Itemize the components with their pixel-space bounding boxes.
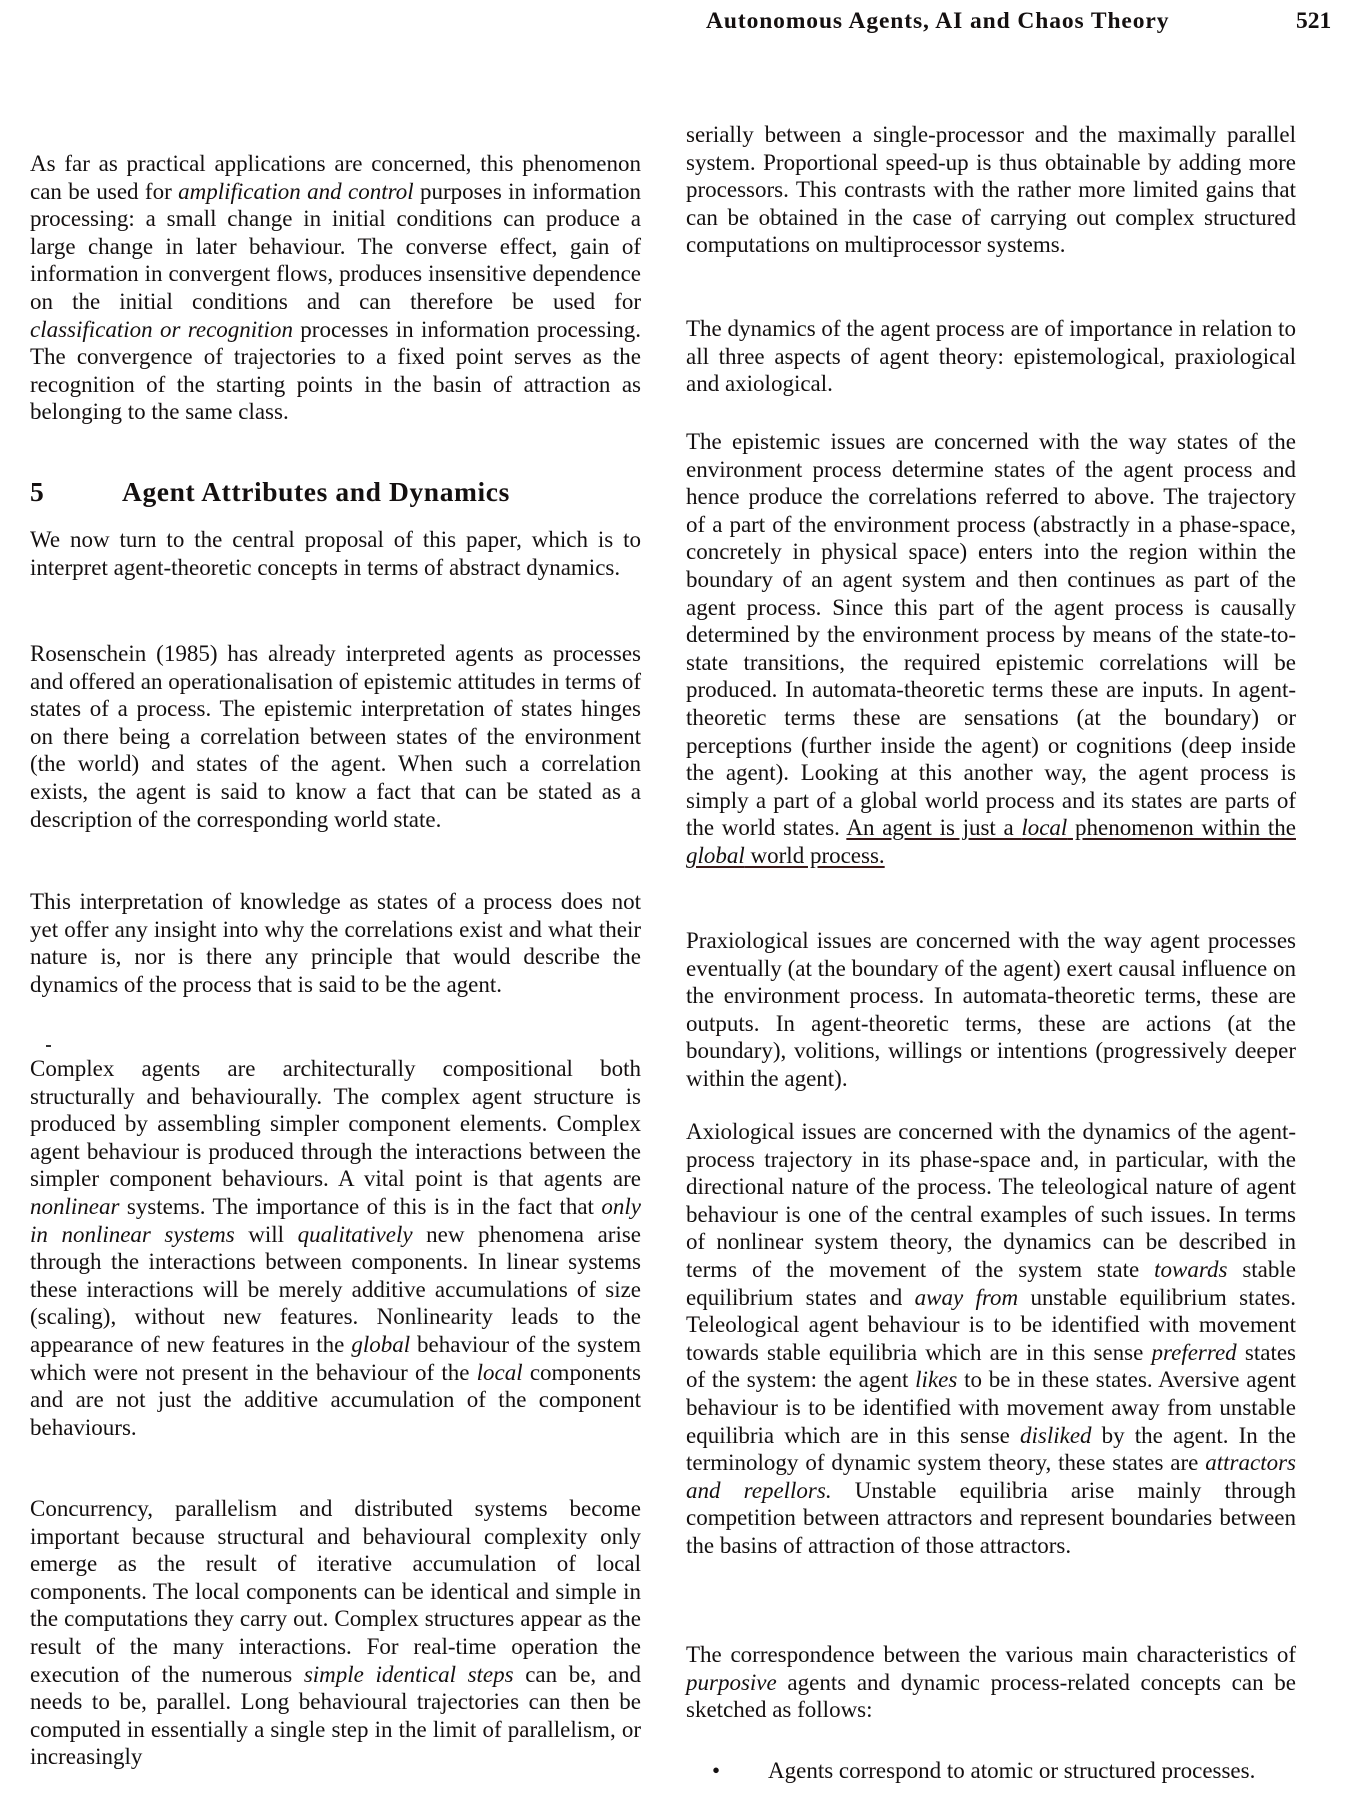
paragraph-axiological xyxy=(686,1118,1296,1560)
text-run: stable equilibrium states and xyxy=(686,1256,1296,1310)
underlined-text: An agent is just a xyxy=(846,815,1022,841)
text-run: Unstable equilibria arise mainly through competition between attractors and represent boundaries between the basins of attraction of those attractors. xyxy=(686,1477,1296,1558)
paragraph-dynamics-importance xyxy=(686,315,1296,398)
emphasized-text: nonlinear xyxy=(30,1193,120,1219)
paragraph-concurrency xyxy=(30,1495,641,1771)
text-run: Complex agents are architecturally compositional both structurally and behaviourally. The complex agent structure is produced by assembling simpler component elements. Complex agent behaviour is produced through the interactions between the simpler component behaviours. A vital point is that agents are xyxy=(30,1056,641,1192)
text-run: serially between a single-processor and the maximally parallel system. Proportional speed-up is thus obtainable by adding more processors. This contrasts with the rather more limited gains that can be obtained in the case of carrying out complex structured computations on multiprocessor systems. xyxy=(686,122,1296,258)
emphasized-text: simple identical steps xyxy=(303,1661,514,1687)
text-run: Rosenschein (1985) has already interpreted agents as processes and offered an operationalisation of epistemic attitudes in terms of states of a process. The epistemic interpretation of states hinges on there being a correlation between states of the environment (the world) and states of the agent. When such a correlation exists, the agent is said to know a fact that can be stated as a description of the corresponding world state. xyxy=(30,641,641,832)
paragraph-praxiological xyxy=(686,927,1296,1093)
text-run: to be in these states. Aversive agent behaviour is to be identified with movement away from unstable equilibria which are in this sense xyxy=(686,1367,1296,1448)
emphasized-text: likes xyxy=(915,1367,958,1393)
text-run: components and are not just the additive accumulation of the component behaviours. xyxy=(30,1359,641,1440)
text-run: will xyxy=(234,1221,298,1247)
underlined-text: local xyxy=(1021,815,1068,841)
paragraph-correspondence xyxy=(686,1641,1296,1724)
text-run: Axiological issues are concerned with the dynamics of the agent-process trajectory in its phase-space and, in particular, with the directional nature of the process. The teleological nature of agent behaviour is one of the central examples of such issues. In terms of nonlinear system theory, the dynamics can be described in terms of the movement of the system state xyxy=(686,1119,1296,1282)
emphasized-text: classification or recognition xyxy=(30,316,293,342)
bullet-list-item xyxy=(686,1757,1296,1785)
emphasized-text: towards xyxy=(1154,1256,1228,1282)
emphasized-text: purposive xyxy=(686,1669,777,1695)
bullet-text: Agents correspond to atomic or structured processes. xyxy=(768,1758,1256,1783)
text-run: can be, and needs to be, parallel. Long behavioural trajectories can then be computed in essentially a single step in the limit of parallelism, or increasingly xyxy=(30,1661,641,1770)
paragraph-rosenschein xyxy=(30,640,641,833)
underlined-text: phenomenon within the xyxy=(1067,815,1296,841)
text-run: by the agent. In the terminology of dynamic system theory, these states are xyxy=(686,1422,1296,1476)
text-run: We now turn to the central proposal of this paper, which is to interpret agent-theoretic concepts in terms of abstract dynamics. xyxy=(30,527,641,580)
paragraph-interpretation-knowledge xyxy=(30,888,641,998)
text-run: processes in information processing. The convergence of trajectories to a fixed point serves as the recognition of the starting points in the basin of attraction as belonging to the same class. xyxy=(30,316,641,425)
running-header xyxy=(0,6,1350,40)
bullet-icon: • xyxy=(712,1758,721,1783)
running-title: Autonomous Agents, AI and Chaos Theory xyxy=(706,8,1170,34)
emphasized-text: only in nonlinear systems xyxy=(30,1193,641,1247)
text-run: The correspondence between the various main characteristics of xyxy=(686,1642,1296,1667)
paragraph-serially xyxy=(686,121,1296,259)
text-run: This interpretation of knowledge as states of a process does not yet offer any insight into why the correlations exist and what their nature is, nor is there any principle that would describe the dynamics of the process that is said to be the agent. xyxy=(30,889,641,997)
text-run: As far as practical applications are concerned, this phenomenon can be used for xyxy=(30,151,641,204)
underlined-text: world process. xyxy=(744,842,885,868)
section-heading xyxy=(30,476,641,508)
section-title: Agent Attributes and Dynamics xyxy=(122,476,510,507)
text-run: new phenomena arise through the interactions between components. In linear systems these interactions will be merely additive accumulations of size (scaling), without new features. Nonlinearity leads to the appearance of new features in the xyxy=(30,1221,641,1357)
paragraph-epistemic xyxy=(686,428,1296,870)
text-run: states of the system: the agent xyxy=(686,1339,1296,1393)
page-number: 521 xyxy=(1296,8,1332,34)
emphasized-text: preferred xyxy=(1151,1339,1237,1365)
section-number: 5 xyxy=(30,476,45,507)
emphasized-text: local xyxy=(476,1359,523,1385)
text-run: systems. The importance of this is in the fact that xyxy=(119,1193,602,1219)
scan-artifact-mark xyxy=(46,1045,51,1047)
emphasized-text: global xyxy=(351,1331,411,1357)
text-run: purposes in information processing: a small change in initial conditions can produce a large change in later behaviour. The converse effect, gain of information in convergent flows, produces insensitive dependence on the initial conditions and can therefore be used for xyxy=(30,178,642,314)
text-run: behaviour of the system which were not present in the behaviour of the xyxy=(30,1331,641,1385)
text-run: Concurrency, parallelism and distributed systems become important because structural and behavioural complexity only emerge as the result of iterative accumulation of local components. The local components can be identical and simple in the computations they carry out. Complex structures appear as the result of the many interactions. For real-time operation the execution of the numerous xyxy=(30,1496,641,1687)
emphasized-text: away from xyxy=(914,1284,1019,1310)
emphasized-text: amplification and control xyxy=(178,178,414,204)
emphasized-text: qualitatively xyxy=(297,1221,413,1247)
text-run: unstable equilibrium states. Teleological agent behaviour is to be identified with movement towards stable equilibria which are in this sense xyxy=(686,1284,1296,1365)
text-run: The dynamics of the agent process are of importance in relation to all three aspects of agent theory: epistemological, praxiological and axiological. xyxy=(686,316,1296,397)
emphasized-text: disliked xyxy=(1020,1422,1092,1448)
paragraph-complex-agents xyxy=(30,1055,641,1441)
text-run: agents and dynamic process-related concepts can be sketched as follows: xyxy=(686,1669,1296,1723)
paragraph-amplification xyxy=(30,150,641,426)
underlined-text: global xyxy=(686,842,745,868)
text-run: The epistemic issues are concerned with the way states of the environment process determine states of the agent process and hence produce the correlations referred to above. The trajectory of a part of the environment process (abstractly in a phase-space, concretely in physical space) enters into the region within the boundary of an agent system and then continues as part of the agent process. Since this part of the agent process is causally determined by the environment process by means of the state-to-state transitions, the required epistemic correlations will be produced. In automata-theoretic terms these are inputs. In agent-theoretic terms these are sensations (at the boundary) or perceptions (further inside the agent) or cognitions (deep inside the agent). Looking at this another way, the agent process is simply a part of a global world process and its states are parts of the world states. xyxy=(686,429,1296,841)
paragraph-central-proposal xyxy=(30,526,641,581)
text-run: Praxiological issues are concerned with the way agent processes eventually (at the boundary of the agent) exert causal influence on the environment process. In automata-theoretic terms, these are outputs. In agent-theoretic terms, these are actions (at the boundary), volitions, willings or intentions (progressively deeper within the agent). xyxy=(686,928,1296,1091)
emphasized-text: attractors and repellors. xyxy=(686,1450,1296,1503)
